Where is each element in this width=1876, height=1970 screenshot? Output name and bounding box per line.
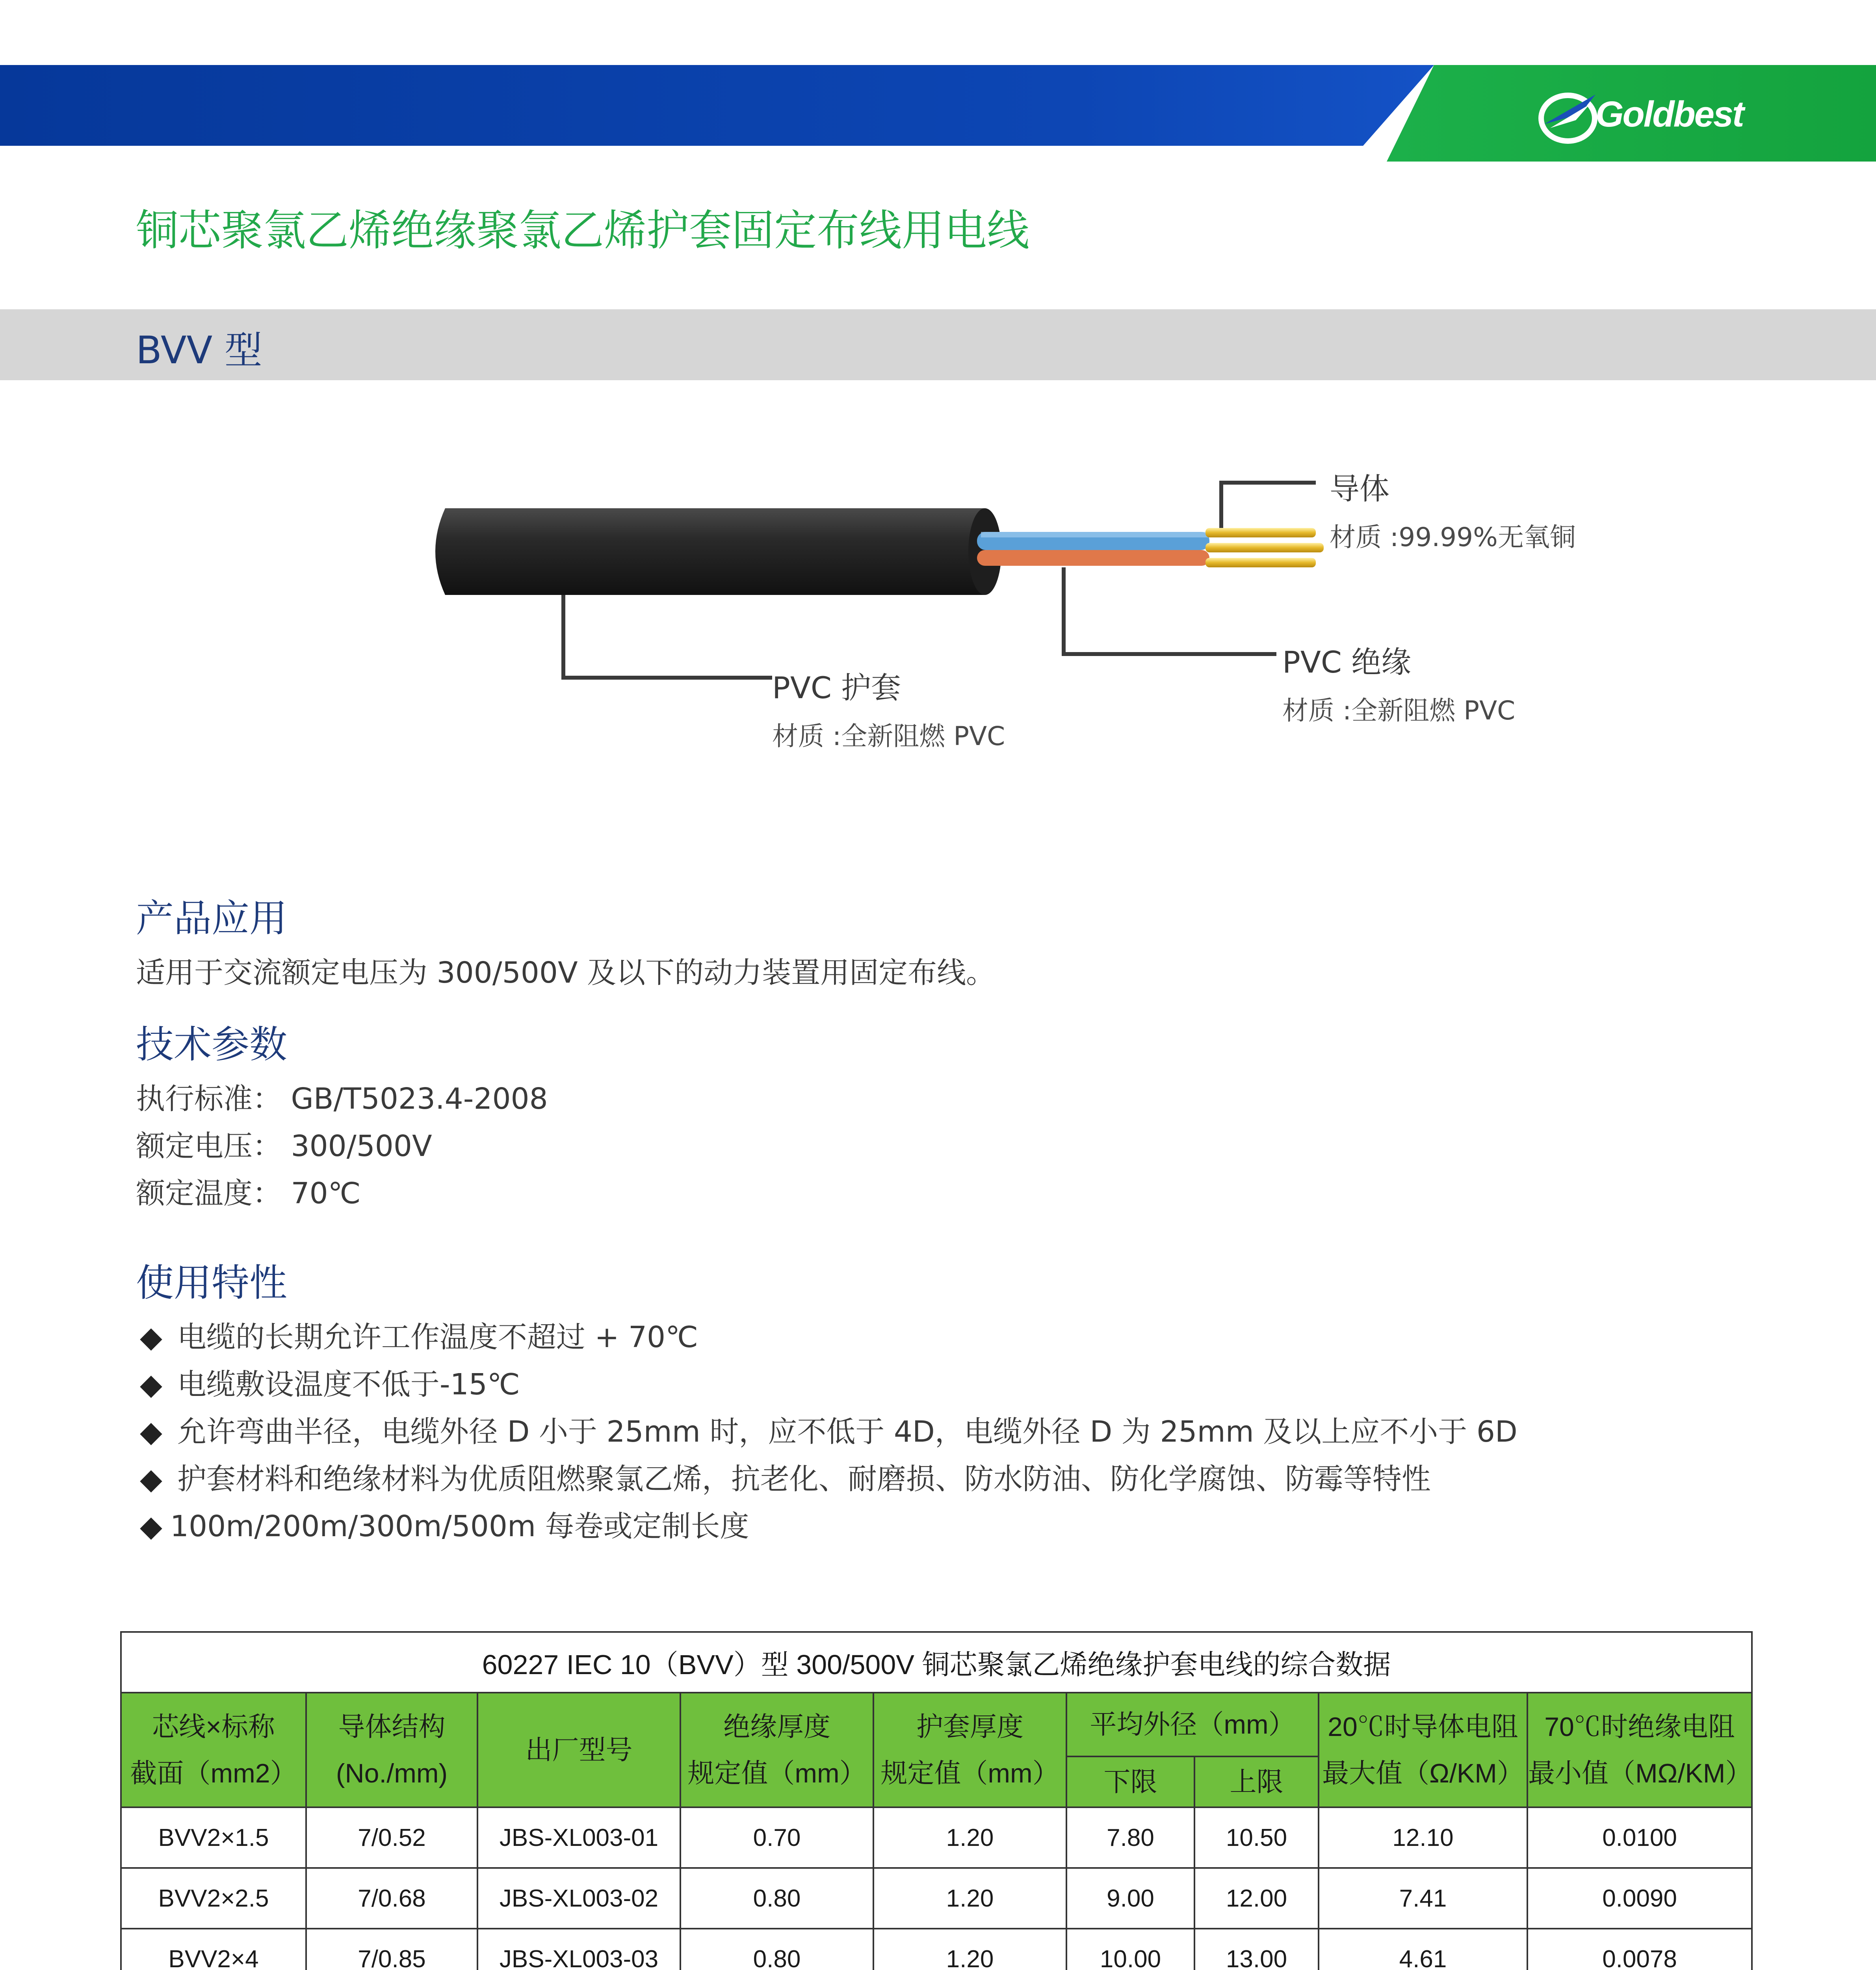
jacket-leader	[563, 595, 772, 678]
table-cell: 7.80	[1066, 1807, 1194, 1868]
application-text: 适用于交流额定电压为 300/500V 及以下的动力装置用固定布线。	[136, 956, 996, 990]
table-cell: JBS-XL003-03	[477, 1929, 680, 1970]
diamond-bullet-icon: ◆	[140, 1462, 162, 1496]
tech-param-standard: 执行标准： GB/T5023.4-2008	[136, 1082, 548, 1116]
header-blue-bar	[0, 65, 1434, 146]
table-row	[121, 1929, 1752, 1970]
application-heading: 产品应用	[136, 896, 287, 940]
diamond-bullet-icon: ◆	[140, 1320, 162, 1354]
feature-item: ◆ 护套材料和绝缘材料为优质阻燃聚氯乙烯，抗老化、耐磨损、防水防油、防化学腐蚀、防霉等特性	[140, 1462, 1431, 1496]
header-insulation: 绝缘厚度 规定值（mm）	[680, 1693, 873, 1807]
header-od-upper: 上限	[1194, 1756, 1319, 1807]
logo-mark-icon	[1536, 87, 1599, 146]
feature-item: ◆ 电缆敷设温度不低于-15℃	[140, 1368, 520, 1401]
table-cell: 12.00	[1194, 1868, 1319, 1929]
table-cell: 4.61	[1319, 1929, 1527, 1970]
table-cell: 10.00	[1066, 1929, 1194, 1970]
table-cell: 1.20	[873, 1929, 1066, 1970]
table-cell: 0.80	[680, 1868, 873, 1929]
jacket-material: 材质 :全新阻燃 PVC	[772, 721, 1005, 751]
tech-params-heading: 技术参数	[136, 1022, 287, 1067]
features-heading: 使用特性	[136, 1261, 287, 1305]
insulation-label: PVC 绝缘	[1282, 645, 1412, 680]
header-od-lower: 下限	[1066, 1756, 1194, 1807]
header-outer-diameter: 平均外径（mm）	[1066, 1693, 1319, 1756]
insulation-leader	[1064, 567, 1276, 654]
tech-param-voltage: 额定电压： 300/500V	[136, 1129, 432, 1163]
table-cell: 7/0.85	[306, 1929, 477, 1970]
table-cell: 7.41	[1319, 1868, 1527, 1929]
table-cell: BVV2×2.5	[121, 1868, 306, 1929]
header-sheath: 护套厚度 规定值（mm）	[873, 1693, 1066, 1807]
cable-jacket	[435, 508, 1001, 595]
brand-name: Goldbest	[1596, 94, 1743, 134]
page-title: 铜芯聚氯乙烯绝缘聚氯乙烯护套固定布线用电线	[136, 206, 1030, 255]
table-cell: 13.00	[1194, 1929, 1319, 1970]
tech-param-temperature: 额定温度： 70℃	[136, 1176, 361, 1210]
insulation-material: 材质 :全新阻燃 PVC	[1282, 695, 1516, 726]
table-cell: 7/0.52	[306, 1807, 477, 1868]
table-cell: BVV2×1.5	[121, 1807, 306, 1868]
conductor-label: 导体	[1330, 471, 1389, 506]
feature-item: ◆ 电缆的长期允许工作温度不超过 + 70℃	[140, 1320, 698, 1354]
table-cell: 1.20	[873, 1807, 1066, 1868]
table-cell: 10.50	[1194, 1807, 1319, 1868]
table-cell: JBS-XL003-02	[477, 1868, 680, 1929]
jacket-label: PVC 护套	[772, 670, 901, 705]
table-cell: 0.80	[680, 1929, 873, 1970]
table-cell: 0.70	[680, 1807, 873, 1868]
diamond-bullet-icon: ◆	[140, 1368, 162, 1401]
header-core: 芯线×标称 截面（mm2）	[121, 1693, 306, 1807]
diamond-bullet-icon: ◆	[140, 1509, 162, 1543]
cable-cores	[977, 532, 1209, 566]
table-row	[121, 1868, 1752, 1929]
header-model: 出厂型号	[477, 1693, 680, 1807]
header-resistance: 20℃时导体电阻 最大值（Ω/KM）	[1319, 1693, 1527, 1807]
feature-item: ◆ 100m/200m/300m/500m 每卷或定制长度	[140, 1509, 749, 1543]
table-cell: 0.0100	[1527, 1807, 1752, 1868]
feature-item: ◆ 允许弯曲半径，电缆外径 D 小于 25mm 时，应不低于 4D，电缆外径 D 为 25mm 及以上应不小于 6D	[140, 1415, 1518, 1449]
conductor-leader	[1221, 483, 1316, 528]
table-cell: 9.00	[1066, 1868, 1194, 1929]
table-cell: 7/0.68	[306, 1868, 477, 1929]
table-cell: JBS-XL003-01	[477, 1807, 680, 1868]
table-cell: 0.0078	[1527, 1929, 1752, 1970]
table-row	[121, 1807, 1752, 1868]
brand-logo	[1536, 83, 1741, 162]
conductor-material: 材质 :99.99%无氧铜	[1330, 522, 1576, 552]
header-insulation-resistance: 70℃时绝缘电阻 最小值（MΩ/KM）	[1527, 1693, 1752, 1807]
table-cell: 1.20	[873, 1868, 1066, 1929]
spec-table	[120, 1631, 1753, 1970]
table-cell: 0.0090	[1527, 1868, 1752, 1929]
model-label: BVV 型	[136, 328, 262, 372]
model-band	[0, 309, 1876, 380]
header-conductor: 导体结构 (No./mm)	[306, 1693, 477, 1807]
table-cell: 12.10	[1319, 1807, 1527, 1868]
diamond-bullet-icon: ◆	[140, 1415, 162, 1449]
copper-conductors	[1205, 528, 1324, 567]
table-cell: BVV2×4	[121, 1929, 306, 1970]
table-caption: 60227 IEC 10（BVV）型 300/500V 铜芯聚氯乙烯绝缘护套电线的综合数据	[121, 1632, 1752, 1693]
